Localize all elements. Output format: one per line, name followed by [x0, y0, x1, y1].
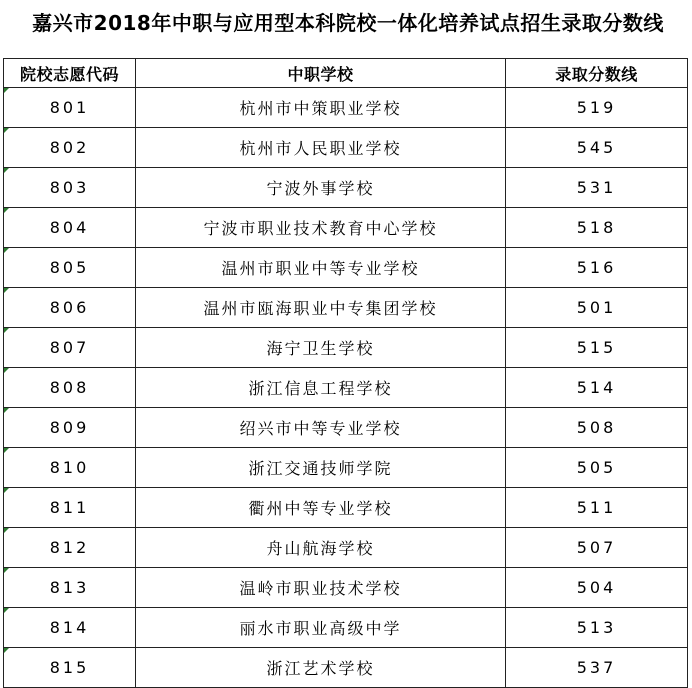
school-code-cell[interactable] — [4, 168, 136, 208]
cutoff-score-cell[interactable] — [506, 248, 688, 288]
table-row — [4, 648, 688, 688]
column-header-score: 录取分数线 — [506, 59, 688, 88]
cutoff-score-cell-text: 508 — [576, 418, 617, 437]
school-code-cell[interactable] — [4, 288, 136, 328]
school-name-cell[interactable] — [136, 408, 506, 448]
school-code-cell-text: 811 — [49, 498, 90, 517]
school-name-cell[interactable] — [136, 128, 506, 168]
school-name-cell[interactable] — [136, 208, 506, 248]
school-code-cell-text: 804 — [49, 218, 90, 237]
cell-marker-icon — [4, 248, 9, 253]
school-name-cell-text: 海宁卫生学校 — [266, 339, 375, 358]
table-header-row — [4, 59, 688, 88]
cell-marker-icon — [4, 328, 9, 333]
cutoff-score-cell[interactable] — [506, 488, 688, 528]
school-name-cell-text: 浙江信息工程学校 — [248, 379, 393, 398]
school-name-cell-text: 浙江交通技师学院 — [248, 459, 393, 478]
school-name-cell-text: 杭州市中策职业学校 — [239, 99, 402, 118]
table-row — [4, 88, 688, 128]
cell-marker-icon — [4, 528, 9, 533]
cell-marker-icon — [4, 568, 9, 573]
cutoff-score-cell-text: 505 — [576, 458, 617, 477]
cutoff-score-cell-text: 537 — [576, 658, 617, 677]
school-name-cell[interactable] — [136, 248, 506, 288]
cell-marker-icon — [4, 488, 9, 493]
cutoff-score-cell-text: 531 — [576, 178, 617, 197]
school-name-cell[interactable] — [136, 528, 506, 568]
table-row — [4, 328, 688, 368]
school-name-cell[interactable] — [136, 368, 506, 408]
cutoff-score-cell[interactable] — [506, 608, 688, 648]
school-code-cell[interactable] — [4, 88, 136, 128]
school-name-cell-text: 温岭市职业技术学校 — [239, 579, 402, 598]
school-name-cell[interactable] — [136, 608, 506, 648]
school-code-cell-text: 815 — [49, 658, 90, 677]
cutoff-score-cell[interactable] — [506, 448, 688, 488]
school-name-cell-text: 衢州中等专业学校 — [248, 499, 393, 518]
cutoff-score-cell-text: 518 — [576, 218, 617, 237]
cutoff-score-cell-text: 504 — [576, 578, 617, 597]
school-name-cell[interactable] — [136, 448, 506, 488]
school-name-cell[interactable] — [136, 168, 506, 208]
cutoff-score-cell[interactable] — [506, 528, 688, 568]
column-header-code: 院校志愿代码 — [4, 59, 136, 88]
school-name-cell-text: 绍兴市中等专业学校 — [239, 419, 402, 438]
school-name-cell[interactable] — [136, 328, 506, 368]
cutoff-score-cell[interactable] — [506, 208, 688, 248]
school-code-cell-text: 810 — [49, 458, 90, 477]
cutoff-score-cell[interactable] — [506, 168, 688, 208]
table-row — [4, 408, 688, 448]
school-code-cell[interactable] — [4, 328, 136, 368]
school-name-cell[interactable] — [136, 88, 506, 128]
school-code-cell-text: 812 — [49, 538, 90, 557]
cutoff-score-cell[interactable] — [506, 128, 688, 168]
table-row — [4, 488, 688, 528]
table-row — [4, 528, 688, 568]
cell-marker-icon — [4, 88, 9, 93]
table-row — [4, 168, 688, 208]
table-row — [4, 368, 688, 408]
school-code-cell[interactable] — [4, 568, 136, 608]
school-code-cell-text: 806 — [49, 298, 90, 317]
admission-score-table — [3, 58, 688, 688]
cell-marker-icon — [4, 168, 9, 173]
table-row — [4, 208, 688, 248]
school-name-cell-text: 丽水市职业高级中学 — [239, 619, 402, 638]
school-name-cell[interactable] — [136, 648, 506, 688]
cutoff-score-cell-text: 507 — [576, 538, 617, 557]
cutoff-score-cell[interactable] — [506, 568, 688, 608]
school-code-cell[interactable] — [4, 448, 136, 488]
school-code-cell[interactable] — [4, 488, 136, 528]
cutoff-score-cell-text: 515 — [576, 338, 617, 357]
school-name-cell-text: 宁波市职业技术教育中心学校 — [203, 219, 438, 238]
school-name-cell-text: 温州市职业中等专业学校 — [221, 259, 420, 278]
cutoff-score-cell[interactable] — [506, 368, 688, 408]
cell-marker-icon — [4, 288, 9, 293]
school-name-cell-text: 浙江艺术学校 — [266, 659, 375, 678]
cutoff-score-cell[interactable] — [506, 288, 688, 328]
school-name-cell-text: 杭州市人民职业学校 — [239, 139, 402, 158]
school-code-cell-text: 808 — [49, 378, 90, 397]
school-code-cell-text: 803 — [49, 178, 90, 197]
school-code-cell[interactable] — [4, 248, 136, 288]
school-code-cell[interactable] — [4, 208, 136, 248]
school-code-cell-text: 802 — [49, 138, 90, 157]
table-row — [4, 288, 688, 328]
table-row — [4, 128, 688, 168]
school-code-cell-text: 807 — [49, 338, 90, 357]
cell-marker-icon — [4, 128, 9, 133]
school-name-cell-text: 温州市瓯海职业中专集团学校 — [203, 299, 438, 318]
cell-marker-icon — [4, 648, 9, 653]
cutoff-score-cell[interactable] — [506, 328, 688, 368]
table-row — [4, 568, 688, 608]
school-name-cell[interactable] — [136, 288, 506, 328]
cutoff-score-cell-text: 513 — [576, 618, 617, 637]
cell-marker-icon — [4, 208, 9, 213]
cell-marker-icon — [4, 408, 9, 413]
school-name-cell[interactable] — [136, 568, 506, 608]
school-code-cell[interactable] — [4, 648, 136, 688]
school-code-cell[interactable] — [4, 608, 136, 648]
page-title: 嘉兴市2018年中职与应用型本科院校一体化培养试点招生录取分数线 — [32, 11, 664, 35]
school-name-cell[interactable] — [136, 488, 506, 528]
cutoff-score-cell-text: 516 — [576, 258, 617, 277]
school-name-cell-text: 宁波外事学校 — [266, 179, 375, 198]
cutoff-score-cell[interactable] — [506, 648, 688, 688]
school-code-cell[interactable] — [4, 128, 136, 168]
school-code-cell[interactable] — [4, 528, 136, 568]
column-header-school: 中职学校 — [136, 59, 506, 88]
school-code-cell-text: 809 — [49, 418, 90, 437]
school-code-cell-text: 805 — [49, 258, 90, 277]
school-code-cell-text: 813 — [49, 578, 90, 597]
cutoff-score-cell[interactable] — [506, 88, 688, 128]
cell-marker-icon — [4, 368, 9, 373]
school-code-cell[interactable] — [4, 408, 136, 448]
cell-marker-icon — [4, 608, 9, 613]
cutoff-score-cell[interactable] — [506, 408, 688, 448]
table-row — [4, 448, 688, 488]
school-name-cell-text: 舟山航海学校 — [266, 539, 375, 558]
table-row — [4, 248, 688, 288]
school-code-cell[interactable] — [4, 368, 136, 408]
cutoff-score-cell-text: 501 — [576, 298, 617, 317]
table-row — [4, 608, 688, 648]
cutoff-score-cell-text: 545 — [576, 138, 617, 157]
school-code-cell-text: 801 — [49, 98, 90, 117]
cutoff-score-cell-text: 511 — [576, 498, 617, 517]
school-code-cell-text: 814 — [49, 618, 90, 637]
cutoff-score-cell-text: 519 — [576, 98, 617, 117]
cutoff-score-cell-text: 514 — [576, 378, 617, 397]
cell-marker-icon — [4, 448, 9, 453]
